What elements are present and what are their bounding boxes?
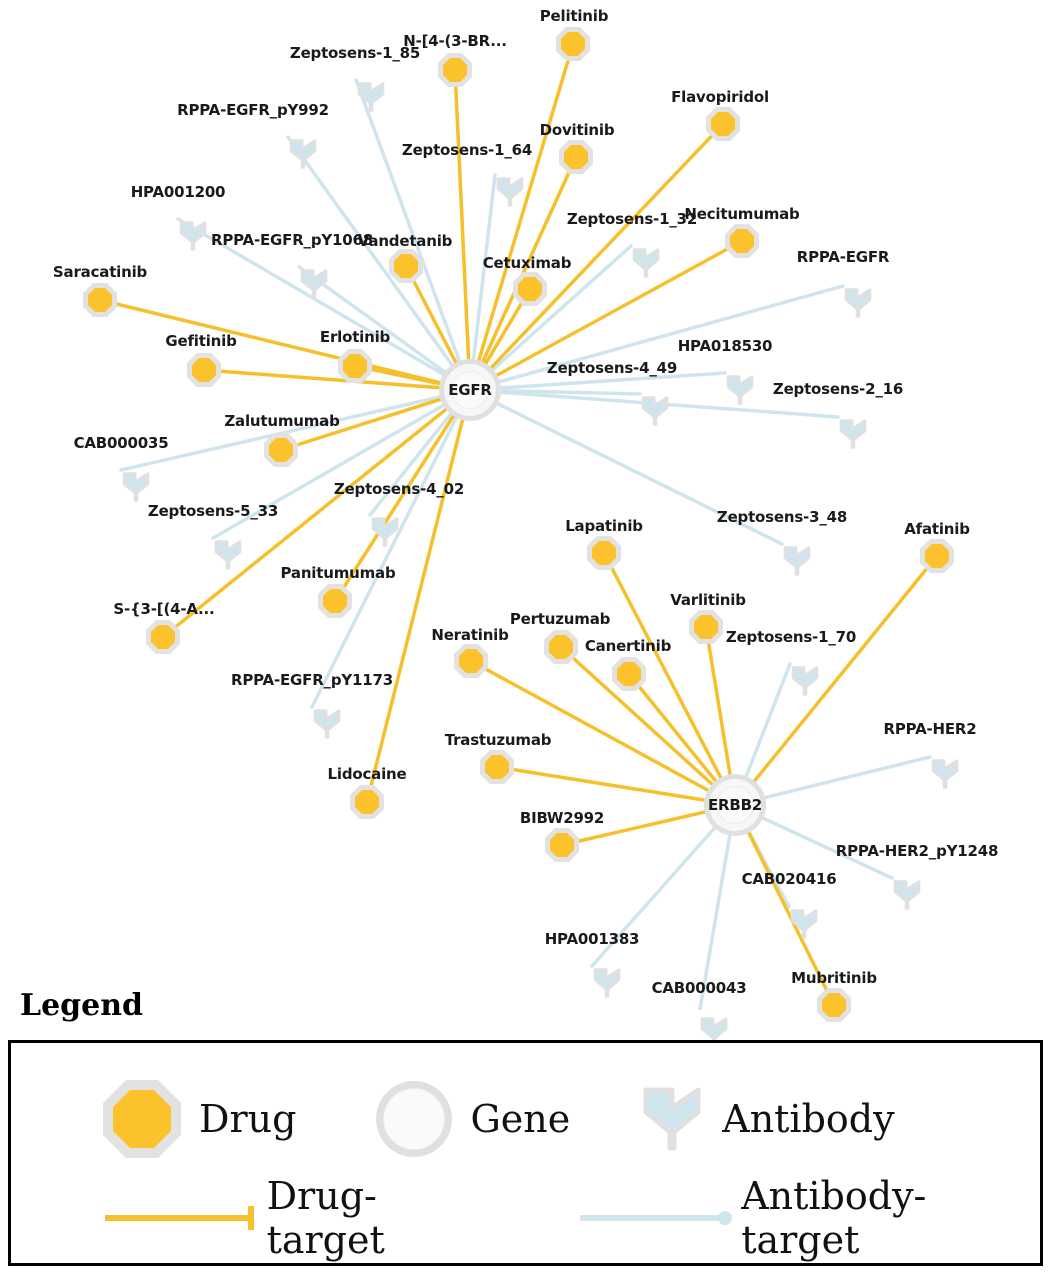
drug-icon <box>389 249 423 283</box>
drug-icon <box>264 433 298 467</box>
drug-node[interactable] <box>706 107 740 141</box>
legend-item-gene <box>376 1081 570 1157</box>
antibody-label: CAB020416 <box>741 870 837 888</box>
drug-label: BIBW2992 <box>519 809 605 827</box>
antibody-label: HPA001383 <box>544 930 640 948</box>
drug-node[interactable] <box>817 988 851 1022</box>
drug-icon <box>817 988 851 1022</box>
drug-label: Panitumumab <box>280 564 396 582</box>
drug-label: Cetuximab <box>482 254 572 272</box>
antibody-icon <box>288 137 318 171</box>
antibody-target-edge-icon <box>578 1202 736 1234</box>
drug-target-edge-icon <box>103 1202 261 1234</box>
drug-label: Mubritinib <box>791 969 877 987</box>
legend-item-antibody-target <box>578 1174 1040 1262</box>
legend-label-gene: Gene <box>470 1097 571 1141</box>
antibody-label: RPPA-EGFR_pY992 <box>177 101 329 119</box>
antibody-label: RPPA-EGFR <box>796 248 890 266</box>
drug-node[interactable] <box>544 630 578 664</box>
legend-label-antibody: Antibody <box>722 1097 895 1141</box>
drug-label: Lapatinib <box>565 517 643 535</box>
antibody-label: Zeptosens-4_02 <box>333 480 465 498</box>
drug-icon <box>187 353 221 387</box>
drug-node[interactable] <box>689 610 723 644</box>
drug-icon <box>480 750 514 784</box>
drug-node[interactable] <box>264 433 298 467</box>
drug-node[interactable] <box>513 272 547 306</box>
drug-node[interactable] <box>725 224 759 258</box>
drug-node[interactable] <box>480 750 514 784</box>
antibody-label: CAB000035 <box>73 434 169 452</box>
drug-icon <box>318 584 352 618</box>
drug-icon <box>350 785 384 819</box>
drug-node[interactable] <box>389 249 423 283</box>
antibody-icon <box>790 664 820 698</box>
antibody-icon <box>892 878 922 912</box>
antibody-label: Zeptosens-4_49 <box>546 359 678 377</box>
drug-node[interactable] <box>559 140 593 174</box>
legend-item-drug <box>103 1080 296 1158</box>
antibody-icon <box>843 286 873 320</box>
antibody-label: RPPA-EGFR_pY1173 <box>231 671 393 689</box>
drug-node[interactable] <box>587 536 621 570</box>
drug-target-edge <box>455 70 470 390</box>
drug-icon <box>920 539 954 573</box>
legend-label-drug-target: Drug-target <box>266 1174 385 1262</box>
antibody-label: RPPA-HER2_pY1248 <box>835 842 999 860</box>
drug-icon <box>338 349 372 383</box>
drug-node[interactable] <box>556 27 590 61</box>
antibody-icon <box>312 707 342 741</box>
drug-icon <box>556 27 590 61</box>
antibody-icon <box>725 373 755 407</box>
antibody-icon <box>495 175 525 209</box>
drug-label: N-[4-(3-BR... <box>403 32 507 50</box>
antibody-label: HPA018530 <box>677 337 773 355</box>
antibody-icon <box>121 470 151 504</box>
antibody-label: Zeptosens-3_48 <box>716 508 848 526</box>
antibody-label: Zeptosens-5_33 <box>147 502 279 520</box>
drug-icon <box>438 53 472 87</box>
antibody-icon <box>930 757 960 791</box>
drug-label: Dovitinib <box>539 121 615 139</box>
antibody-icon <box>592 966 622 1000</box>
drug-icon <box>513 272 547 306</box>
drug-node[interactable] <box>438 53 472 87</box>
antibody-label: Zeptosens-1_32 <box>566 210 698 228</box>
drug-label: Pertuzumab <box>509 610 611 628</box>
antibody-icon <box>370 515 400 549</box>
legend-title: Legend <box>20 988 144 1023</box>
drug-icon <box>725 224 759 258</box>
drug-label: Trastuzumab <box>444 731 552 749</box>
antibody-icon <box>640 394 670 428</box>
drug-label: Lidocaine <box>327 765 407 783</box>
drug-icon <box>146 620 180 654</box>
drug-node[interactable] <box>612 657 646 691</box>
antibody-icon <box>631 246 661 280</box>
drug-node[interactable] <box>920 539 954 573</box>
antibody-label: Zeptosens-2_16 <box>772 380 904 398</box>
drug-icon <box>83 283 117 317</box>
drug-icon <box>103 1080 181 1158</box>
drug-icon <box>587 536 621 570</box>
antibody-icon <box>838 417 868 451</box>
drug-node[interactable] <box>338 349 372 383</box>
drug-label: Erlotinib <box>319 328 391 346</box>
drug-icon <box>706 107 740 141</box>
drug-label: Canertinib <box>584 637 672 655</box>
antibody-label: Zeptosens-1_70 <box>725 628 857 646</box>
antibody-icon <box>782 544 812 578</box>
gene-label: ERBB2 <box>707 796 763 814</box>
antibody-icon <box>213 538 243 572</box>
antibody-icon <box>640 1082 704 1156</box>
antibody-icon <box>299 267 329 301</box>
legend-label-drug: Drug <box>199 1097 297 1141</box>
drug-label: Pelitinib <box>539 7 609 25</box>
drug-label: Necitumumab <box>684 205 800 223</box>
antibody-label: RPPA-EGFR_pY1068 <box>211 231 373 249</box>
antibody-label: HPA001200 <box>130 183 226 201</box>
drug-icon <box>689 610 723 644</box>
drug-node[interactable] <box>318 584 352 618</box>
drug-icon <box>559 140 593 174</box>
antibody-label: Zeptosens-1_64 <box>401 141 533 159</box>
drug-node[interactable] <box>350 785 384 819</box>
drug-node[interactable] <box>187 353 221 387</box>
drug-icon <box>544 630 578 664</box>
drug-label: S-{3-[(4-A... <box>113 600 215 618</box>
drug-icon <box>545 828 579 862</box>
legend-item-drug-target <box>103 1174 492 1262</box>
drug-icon <box>612 657 646 691</box>
antibody-label: RPPA-HER2 <box>883 720 977 738</box>
drug-node[interactable] <box>146 620 180 654</box>
drug-label: Varlitinib <box>670 591 746 609</box>
drug-label: Gefitinib <box>165 332 237 350</box>
antibody-icon <box>356 80 386 114</box>
antibody-icon <box>178 219 208 253</box>
drug-icon <box>454 644 488 678</box>
gene-icon <box>376 1081 452 1157</box>
drug-label: Afatinib <box>904 520 970 538</box>
drug-target-edge <box>735 556 937 805</box>
antibody-label: Zeptosens-1_85 <box>289 44 421 62</box>
drug-label: Zalutumumab <box>224 412 340 430</box>
gene-label: EGFR <box>448 381 492 399</box>
drug-node[interactable] <box>545 828 579 862</box>
drug-label: Saracatinib <box>52 263 148 281</box>
legend-box <box>8 1040 1043 1266</box>
drug-label: Flavopiridol <box>671 88 769 106</box>
antibody-label: CAB000043 <box>651 979 747 997</box>
drug-node[interactable] <box>83 283 117 317</box>
drug-label: Vandetanib <box>357 232 453 250</box>
legend-label-antibody-target: Antibody-target <box>741 1174 927 1262</box>
drug-label: Neratinib <box>431 626 509 644</box>
legend-item-antibody <box>640 1082 894 1156</box>
antibody-icon <box>789 907 819 941</box>
antibody-target-edge <box>470 175 495 390</box>
drug-node[interactable] <box>454 644 488 678</box>
